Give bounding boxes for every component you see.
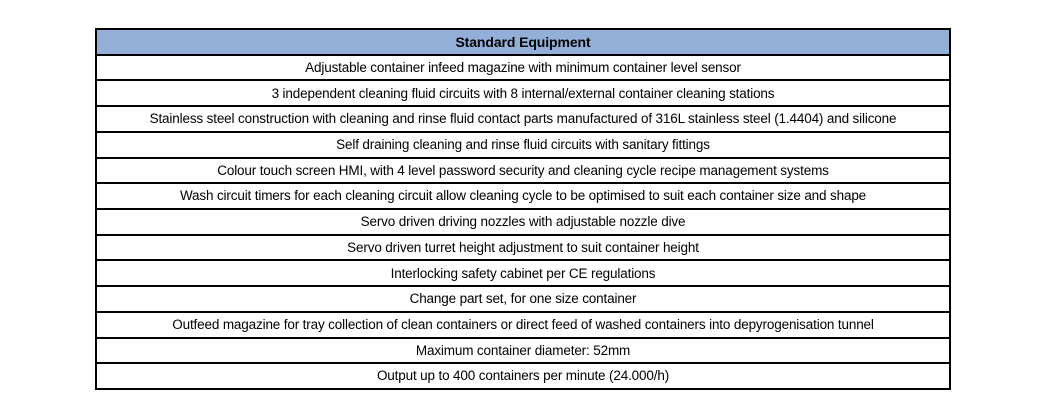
- table-row: [97, 56, 949, 82]
- table-title: Standard Equipment: [455, 33, 591, 50]
- table-row: [97, 313, 949, 339]
- row-text: Servo driven turret height adjustment to suit container height: [347, 239, 699, 255]
- row-text: Wash circuit timers for each cleaning circuit allow cleaning cycle to be optimised to suit each container size and shape: [179, 188, 867, 204]
- table-row: [97, 133, 949, 159]
- row-text: Interlocking safety cabinet per CE regulations: [390, 265, 656, 281]
- row-text: Output up to 400 containers per minute (24.000/h): [376, 368, 670, 384]
- row-text: Self draining cleaning and rinse fluid circuits with sanitary fittings: [336, 136, 710, 152]
- table-row: [97, 261, 949, 287]
- row-text: Adjustable container infeed magazine with minimum container level sensor: [305, 59, 741, 75]
- table-header: [97, 30, 949, 56]
- table-row: [97, 184, 949, 210]
- row-text: Maximum container diameter: 52mm: [415, 342, 631, 358]
- row-text: Servo driven driving nozzles with adjustable nozzle dive: [360, 214, 686, 230]
- table-row: [97, 364, 949, 388]
- row-text: Change part set, for one size container: [409, 291, 637, 307]
- table-row: [97, 339, 949, 365]
- table-row: [97, 107, 949, 133]
- standard-equipment-table: [95, 28, 951, 390]
- row-text: 3 independent cleaning fluid circuits with 8 internal/external container cleaning stations: [271, 85, 775, 101]
- table-row: [97, 159, 949, 185]
- row-text: Outfeed magazine for tray collection of clean containers or direct feed of washed containers into depyrogenisation tunnel: [172, 317, 874, 333]
- table-row: [97, 287, 949, 313]
- row-text: Stainless steel construction with cleaning and rinse fluid contact parts manufactured of 316L stainless steel (1.4404) and silicone: [149, 111, 897, 127]
- row-text: Colour touch screen HMI, with 4 level password security and cleaning cycle recipe management systems: [217, 162, 829, 178]
- table-row: [97, 81, 949, 107]
- table-row: [97, 210, 949, 236]
- table-row: [97, 236, 949, 262]
